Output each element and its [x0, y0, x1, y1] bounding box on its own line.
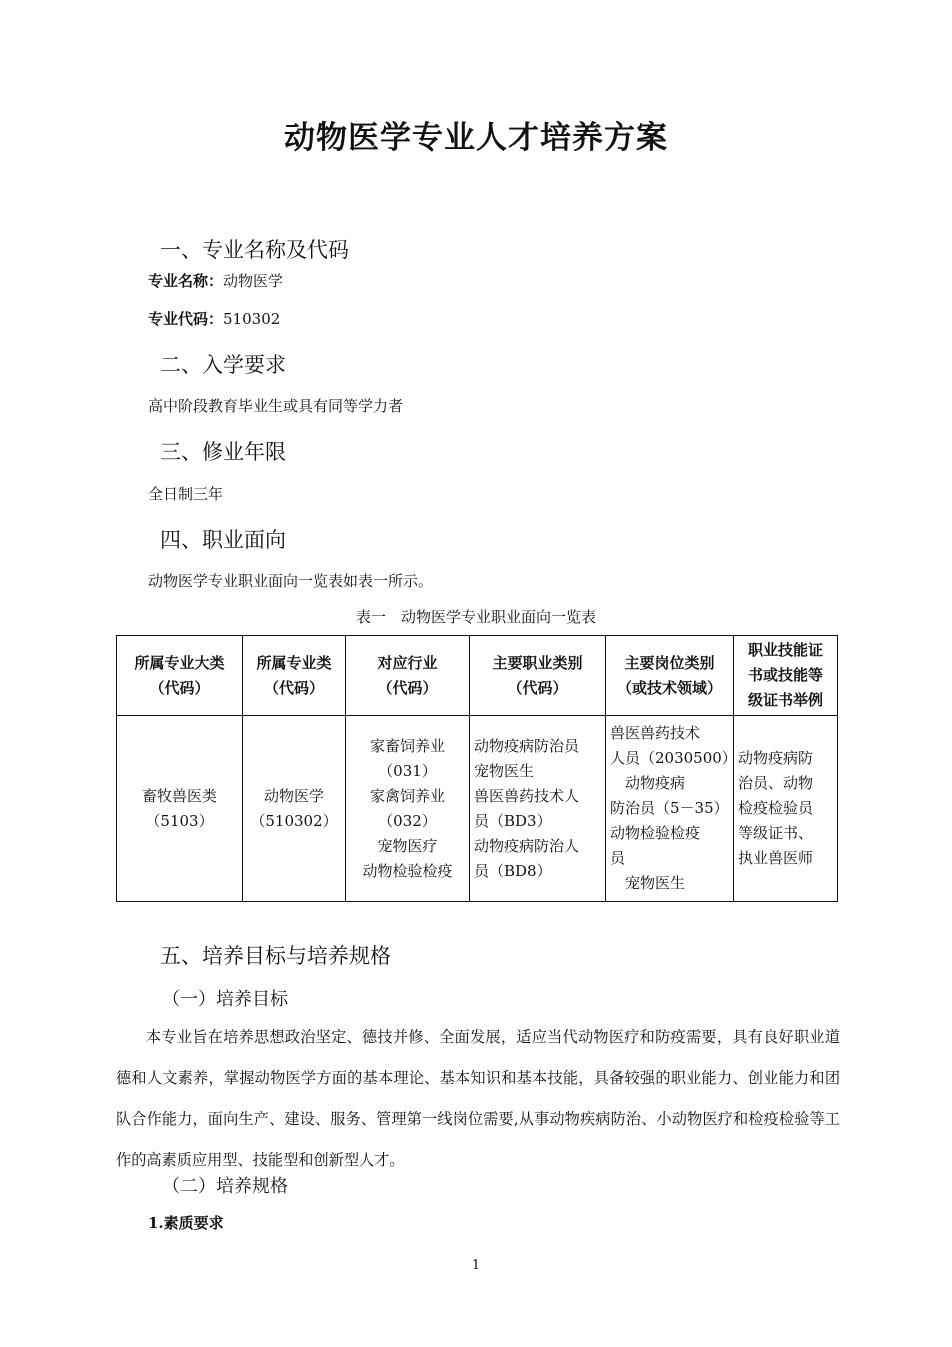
table-header-cell: 所属专业大类 （代码） [117, 636, 243, 716]
table-header-cell: 所属专业类 （代码） [243, 636, 346, 716]
subheading-spec: （二）培养规格 [162, 1176, 288, 1197]
document-title: 动物医学专业人才培养方案 [284, 120, 668, 156]
major-code-value: 510302 [223, 310, 281, 328]
table-cell-certificates: 动物疫病防 治员、动物 检疫检验员 等级证书、 执业兽医师 [734, 716, 838, 902]
table-header-row [117, 636, 838, 716]
table-caption: 表一 动物医学专业职业面向一览表 [355, 608, 596, 626]
table-header-cell: 主要职业类别 （代码） [470, 636, 606, 716]
goal-paragraph: 本专业旨在培养思想政治坚定、德技并修、全面发展，适应当代动物医疗和防疫需要，具有良好职业道德和人文素养，掌握动物医学方面的基本理论、基本知识和基本技能，具备较强的职业能力、创业能力和团队合作能力，面向生产、建设、服务、管理第一线岗位需要,从事动物疾病防治、小动物医疗和检疫检验等工作的高素质应用型、技能型和创新型人才。 [116, 1028, 840, 1169]
major-name-value: 动物医学 [223, 272, 284, 290]
section-heading-admission: 二、入学要求 [160, 353, 286, 377]
duration-text: 全日制三年 [148, 485, 224, 503]
table-row [117, 716, 838, 902]
table-cell-occupation: 动物疫病防治员 宠物医生 兽医兽药技术人 员（BD3） 动物疫病防治人 员（BD8） [470, 716, 606, 902]
major-name-label: 专业名称： [148, 272, 224, 290]
table-cell-major-category: 畜牧兽医类 （5103） [117, 716, 243, 902]
section-heading-career: 四、职业面向 [160, 528, 286, 552]
career-table [116, 635, 838, 902]
admission-text: 高中阶段教育毕业生或具有同等学力者 [148, 397, 404, 415]
section-heading-goals: 五、培养目标与培养规格 [160, 944, 391, 968]
subheading-goal: （一）培养目标 [162, 989, 288, 1010]
table-cell-major-class: 动物医学 （510302） [243, 716, 346, 902]
quality-requirements-heading: 1.素质要求 [148, 1214, 224, 1232]
section-heading-duration: 三、修业年限 [160, 440, 286, 464]
table-cell-industry: 家畜饲养业 （031） 家禽饲养业 （032） 宠物医疗 动物检验检疫 [346, 716, 470, 902]
career-intro-text: 动物医学专业职业面向一览表如表一所示。 [148, 572, 434, 590]
page-number: 1 [471, 1258, 481, 1273]
section-heading-major: 一、专业名称及代码 [160, 238, 349, 262]
major-name-line [148, 270, 283, 291]
major-code-label: 专业代码： [148, 310, 224, 328]
table-header-cell: 对应行业 （代码） [346, 636, 470, 716]
major-code-line [148, 308, 280, 329]
table-header-cell: 职业技能证 书或技能等 级证书举例 [734, 636, 838, 716]
table-cell-positions: 兽医兽药技术 人员（2030500） 动物疫病 防治员（5－35） 动物检验检疫 员 宠物医生 [606, 716, 734, 902]
table-header-cell: 主要岗位类别 （或技术领域） [606, 636, 734, 716]
